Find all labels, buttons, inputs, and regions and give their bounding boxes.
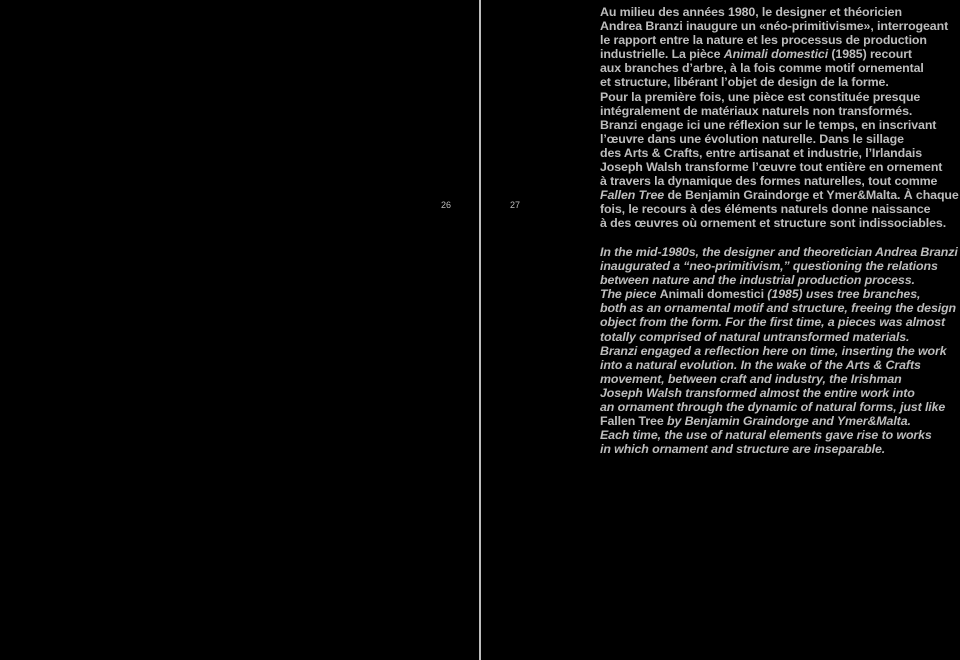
artwork-title: Fallen Tree [600,414,664,429]
text-line: l’œuvre dans une évolution naturelle. Dans le sillage [600,131,904,146]
text-line: aux branches d’arbre, à la fois comme motif ornemental [600,61,924,76]
text-line: In the mid-1980s, the designer and theoretician Andrea Branzi [600,245,958,259]
right-page-number: 27 [510,200,521,210]
text-line [600,287,952,301]
text-span: (1985) uses tree branches, [763,287,921,302]
text-span: industrielle. La pièce [600,47,724,62]
text-line: Joseph Walsh transformed almost the entire work into [600,385,915,400]
text-line: à travers la dynamique des formes naturelles, tout comme [600,174,938,189]
artwork-title: Fallen Tree [600,188,665,203]
text-span: de Benjamin Graindorge et Ymer&Malta. À chaque [664,188,959,203]
text-line: des Arts & Crafts, entre artisanat et industrie, l’Irlandais [600,145,922,160]
text-span: by Benjamin Graindorge and Ymer&Malta. [663,414,911,429]
text-line: movement, between craft and industry, the Irishman [600,371,902,386]
text-line: in which ornament and structure are inseparable. [600,442,886,457]
text-line: inaugurated a “neo-primitivism,” questioning the relations [600,259,938,274]
text-line [600,47,952,61]
english-paragraph [600,245,958,457]
text-span: The piece [600,287,660,302]
text-line: Andrea Branzi inaugure un «néo-primitivisme», interrogeant [600,19,949,34]
text-line: object from the form. For the first time, a pieces was almost [600,315,946,330]
text-line: Au milieu des années 1980, le designer et théoricien [600,5,902,19]
text-span: (1985) recourt [828,47,912,62]
text-line: both as an ornamental motif and structure, freeing the design [600,301,957,316]
text-line: Branzi engaged a reflection here on time, inserting the work [600,343,947,358]
text-line: Pour la première fois, une pièce est constituée presque [600,89,921,104]
text-line [600,414,952,428]
text-line: between nature and the industrial production process. [600,273,915,288]
french-paragraph [600,5,959,231]
artwork-title: Animali domestici [723,47,829,62]
left-page-number: 26 [441,200,452,210]
text-line: Branzi engage ici une réflexion sur le temps, en inscrivant [600,117,937,132]
text-line: Each time, the use of natural elements gave rise to works [600,428,932,443]
text-line: intégralement de matériaux naturels non transformés. [600,103,913,118]
text-line: Joseph Walsh transforme l’œuvre tout entière en ornement [600,160,943,175]
text-line: an ornament through the dynamic of natural forms, just like [600,400,946,415]
artwork-title: Animali domestici [659,287,764,302]
text-line [600,188,959,203]
text-line: into a natural evolution. In the wake of the Arts & Crafts [600,357,921,372]
text-line: et structure, libérant l’objet de design de la forme. [600,75,889,90]
text-line: à des œuvres où ornement et structure sont indissociables. [600,216,947,231]
page-gutter [479,0,481,660]
text-line: le rapport entre la nature et les processus de production [600,33,927,48]
text-line: totally comprised of natural untransformed materials. [600,329,910,344]
text-line: fois, le recours à des éléments naturels donne naissance [600,202,931,217]
